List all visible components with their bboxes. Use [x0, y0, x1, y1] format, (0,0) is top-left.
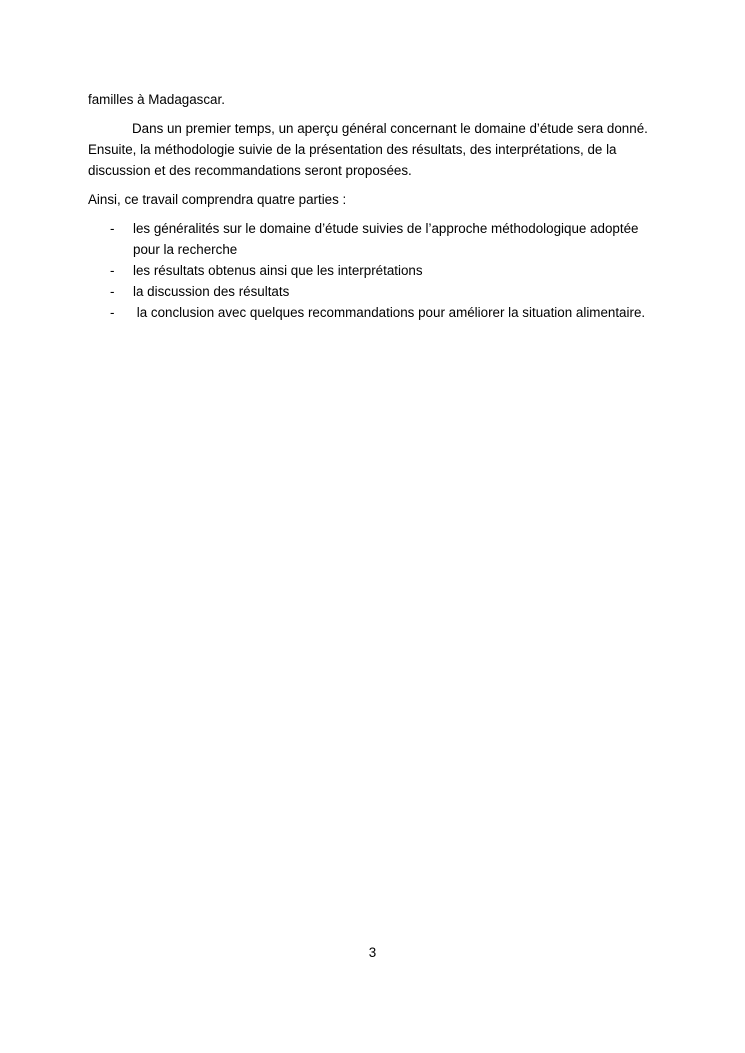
list-item-text: les résultats obtenus ainsi que les interprétations: [133, 263, 423, 278]
list-item-text: la conclusion avec quelques recommandations pour améliorer la situation alimentaire.: [133, 305, 646, 320]
list-bullet: -: [110, 284, 115, 299]
list-item: [88, 281, 658, 302]
list-item: [88, 218, 658, 260]
paragraph-overview: Dans un premier temps, un aperçu général concernant le domaine d’étude sera donné. Ensuite, la méthodologie suivie de la présentation des résultats, des interprétations, de la discussion et des recommandations seront proposées.: [88, 121, 648, 178]
paragraph-continuation: familles à Madagascar.: [88, 92, 225, 107]
list-item: [88, 302, 658, 323]
list-item-text: la discussion des résultats: [133, 284, 290, 299]
paragraph-parts-intro: Ainsi, ce travail comprendra quatre parties :: [88, 192, 347, 207]
page-number: 3: [368, 945, 377, 960]
list-item-text: les généralités sur le domaine d’étude suivies de l’approche méthodologique adoptée pour la recherche: [133, 221, 639, 257]
list-bullet: -: [110, 263, 115, 278]
page-body: [88, 89, 658, 323]
list-bullet: -: [110, 221, 115, 236]
list-bullet: -: [110, 305, 115, 320]
parts-list: [88, 218, 658, 323]
list-item: [88, 260, 658, 281]
